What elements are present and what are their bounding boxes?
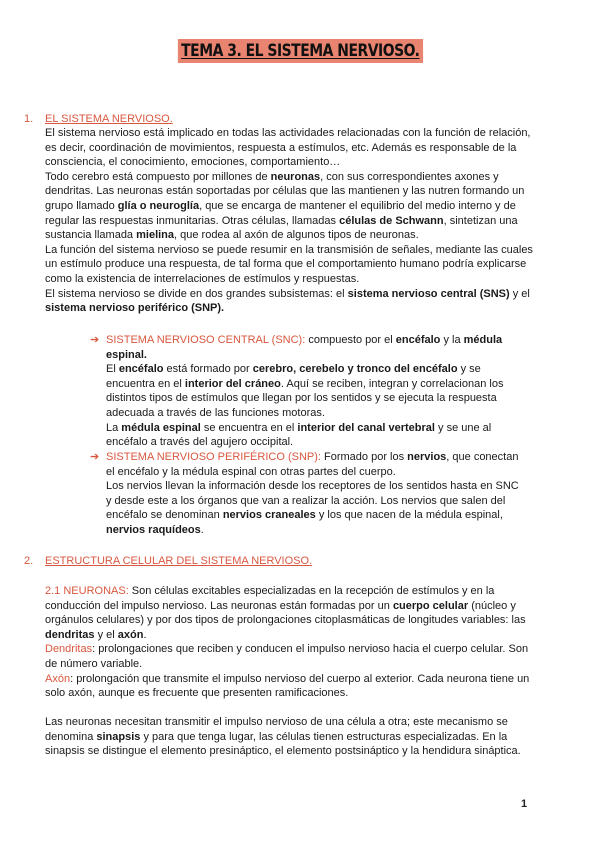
s1-paragraph-4: El sistema nervioso se divide en dos grandes subsistemas: el sistema nervioso central (SNS) y el sistema nervioso periférico (SNP). xyxy=(45,287,530,315)
arrow-right-icon: ➔ xyxy=(90,334,100,346)
page-number: 1 xyxy=(521,798,528,810)
snp-nervios: Los nervios llevan la información desde los receptores de los sentidos hasta en SNC y desde este a los órganos que van a realizar la acción. Los nervios que salen del encéfalo se denominan nervios craneales y los que nacen de la médula espinal, nervios raquídeos. xyxy=(106,480,519,536)
section-2-number: 2. xyxy=(24,555,34,567)
sinapsis-block xyxy=(45,715,535,759)
dendritas-paragraph: Dendritas: prolongaciones que reciben y conducen el impulso nervioso hacia el cuerpo celular. Son de número variable. xyxy=(45,643,529,670)
section-1-number: 1. xyxy=(24,113,34,125)
snc-bullet-body xyxy=(90,333,520,450)
section-2-title: ESTRUCTURA CELULAR DEL SISTEMA NERVIOSO. xyxy=(45,555,313,567)
snc-intro: SISTEMA NERVIOSO CENTRAL (SNC): compuesto por el encéfalo y la médula espinal. xyxy=(106,334,503,361)
snc-bullet xyxy=(90,333,520,450)
section-1-title: EL SISTEMA NERVIOSO. xyxy=(45,113,173,125)
title-wrap xyxy=(0,39,600,63)
snc-medula: La médula espinal se encuentra en el interior del canal vertebral y se une al encéfalo a través del agujero occipital. xyxy=(106,421,492,449)
s1-paragraph-1: El sistema nervioso está implicado en todas las actividades relacionadas con la función de relación, es decir, coordinación de movimientos, respuesta a estímulos, etc. Además es responsable de la consciencia, el conocimiento, emociones, comportamiento… xyxy=(45,127,531,169)
section-2-body xyxy=(45,584,535,701)
page-title: TEMA 3. EL SISTEMA NERVIOSO. xyxy=(178,39,423,63)
s1-paragraph-2: Todo cerebro está compuesto por millones de neuronas, con sus correspondientes axones y dendritas. Las neuronas están soportadas por células que las mantienen y las nutren formando un grupo llamado glía o neuroglía, que se encarga de mantener el equilibrio del medio interno y de regular las respuestas inmunitarias. Otras células, llamadas células de Schwann, sintetizan una sustancia llamada mielina, que rodea al axón de algunos tipos de neuronas. xyxy=(45,170,525,242)
section-1-heading xyxy=(24,112,173,127)
sinapsis-paragraph: Las neuronas necesitan transmitir el impulso nervioso de una célula a otra; este mecanismo se denomina sinapsis y para que tenga lugar, las células tienen estructuras especializadas. En la sinapsis se distingue el elemento presináptico, el elemento postsináptico y la hendidura sináptica. xyxy=(45,716,521,758)
s1-paragraph-3: La función del sistema nervioso se puede resumir en la transmisión de señales, mediante las cuales un estímulo produce una respuesta, de tal forma que el comportamiento humano podría explicarse como la existencia de interrelaciones de estímulos y respuestas. xyxy=(45,243,533,285)
snp-bullet-body xyxy=(90,450,520,538)
snp-bullet xyxy=(90,450,520,538)
snp-intro: SISTEMA NERVIOSO PERIFÉRICO (SNP): Formado por los nervios, que conectan el encéfalo y la médula espinal con otras partes del cuerpo. xyxy=(106,451,519,478)
axon-paragraph: Axón: prolongación que transmite el impulso nervioso del cuerpo al exterior. Cada neurona tiene un solo axón, aunque es frecuente que presenten ramificaciones. xyxy=(45,672,530,700)
arrow-right-icon: ➔ xyxy=(90,451,100,463)
section-2-heading xyxy=(24,554,312,569)
neuronas-paragraph: 2.1 NEURONAS: Son células excitables especializadas en la recepción de estímulos y en la conducción del impulso nervioso. Las neuronas están formadas por un cuerpo celular (núcleo y orgánulos celulares) y por dos tipos de prolongaciones citoplasmáticas de longitudes variables: las dendritas y el axón. xyxy=(45,585,526,641)
section-1-body xyxy=(45,126,535,316)
snc-encefalo: El encéfalo está formado por cerebro, cerebelo y tronco del encéfalo y se encuentra en el interior del cráneo. Aquí se reciben, integran y correlacionan los distintos tipos de estímulos que llegan por los sentidos y se ejecuta la respuesta adecuada a través de las funciones motoras. xyxy=(106,363,504,419)
